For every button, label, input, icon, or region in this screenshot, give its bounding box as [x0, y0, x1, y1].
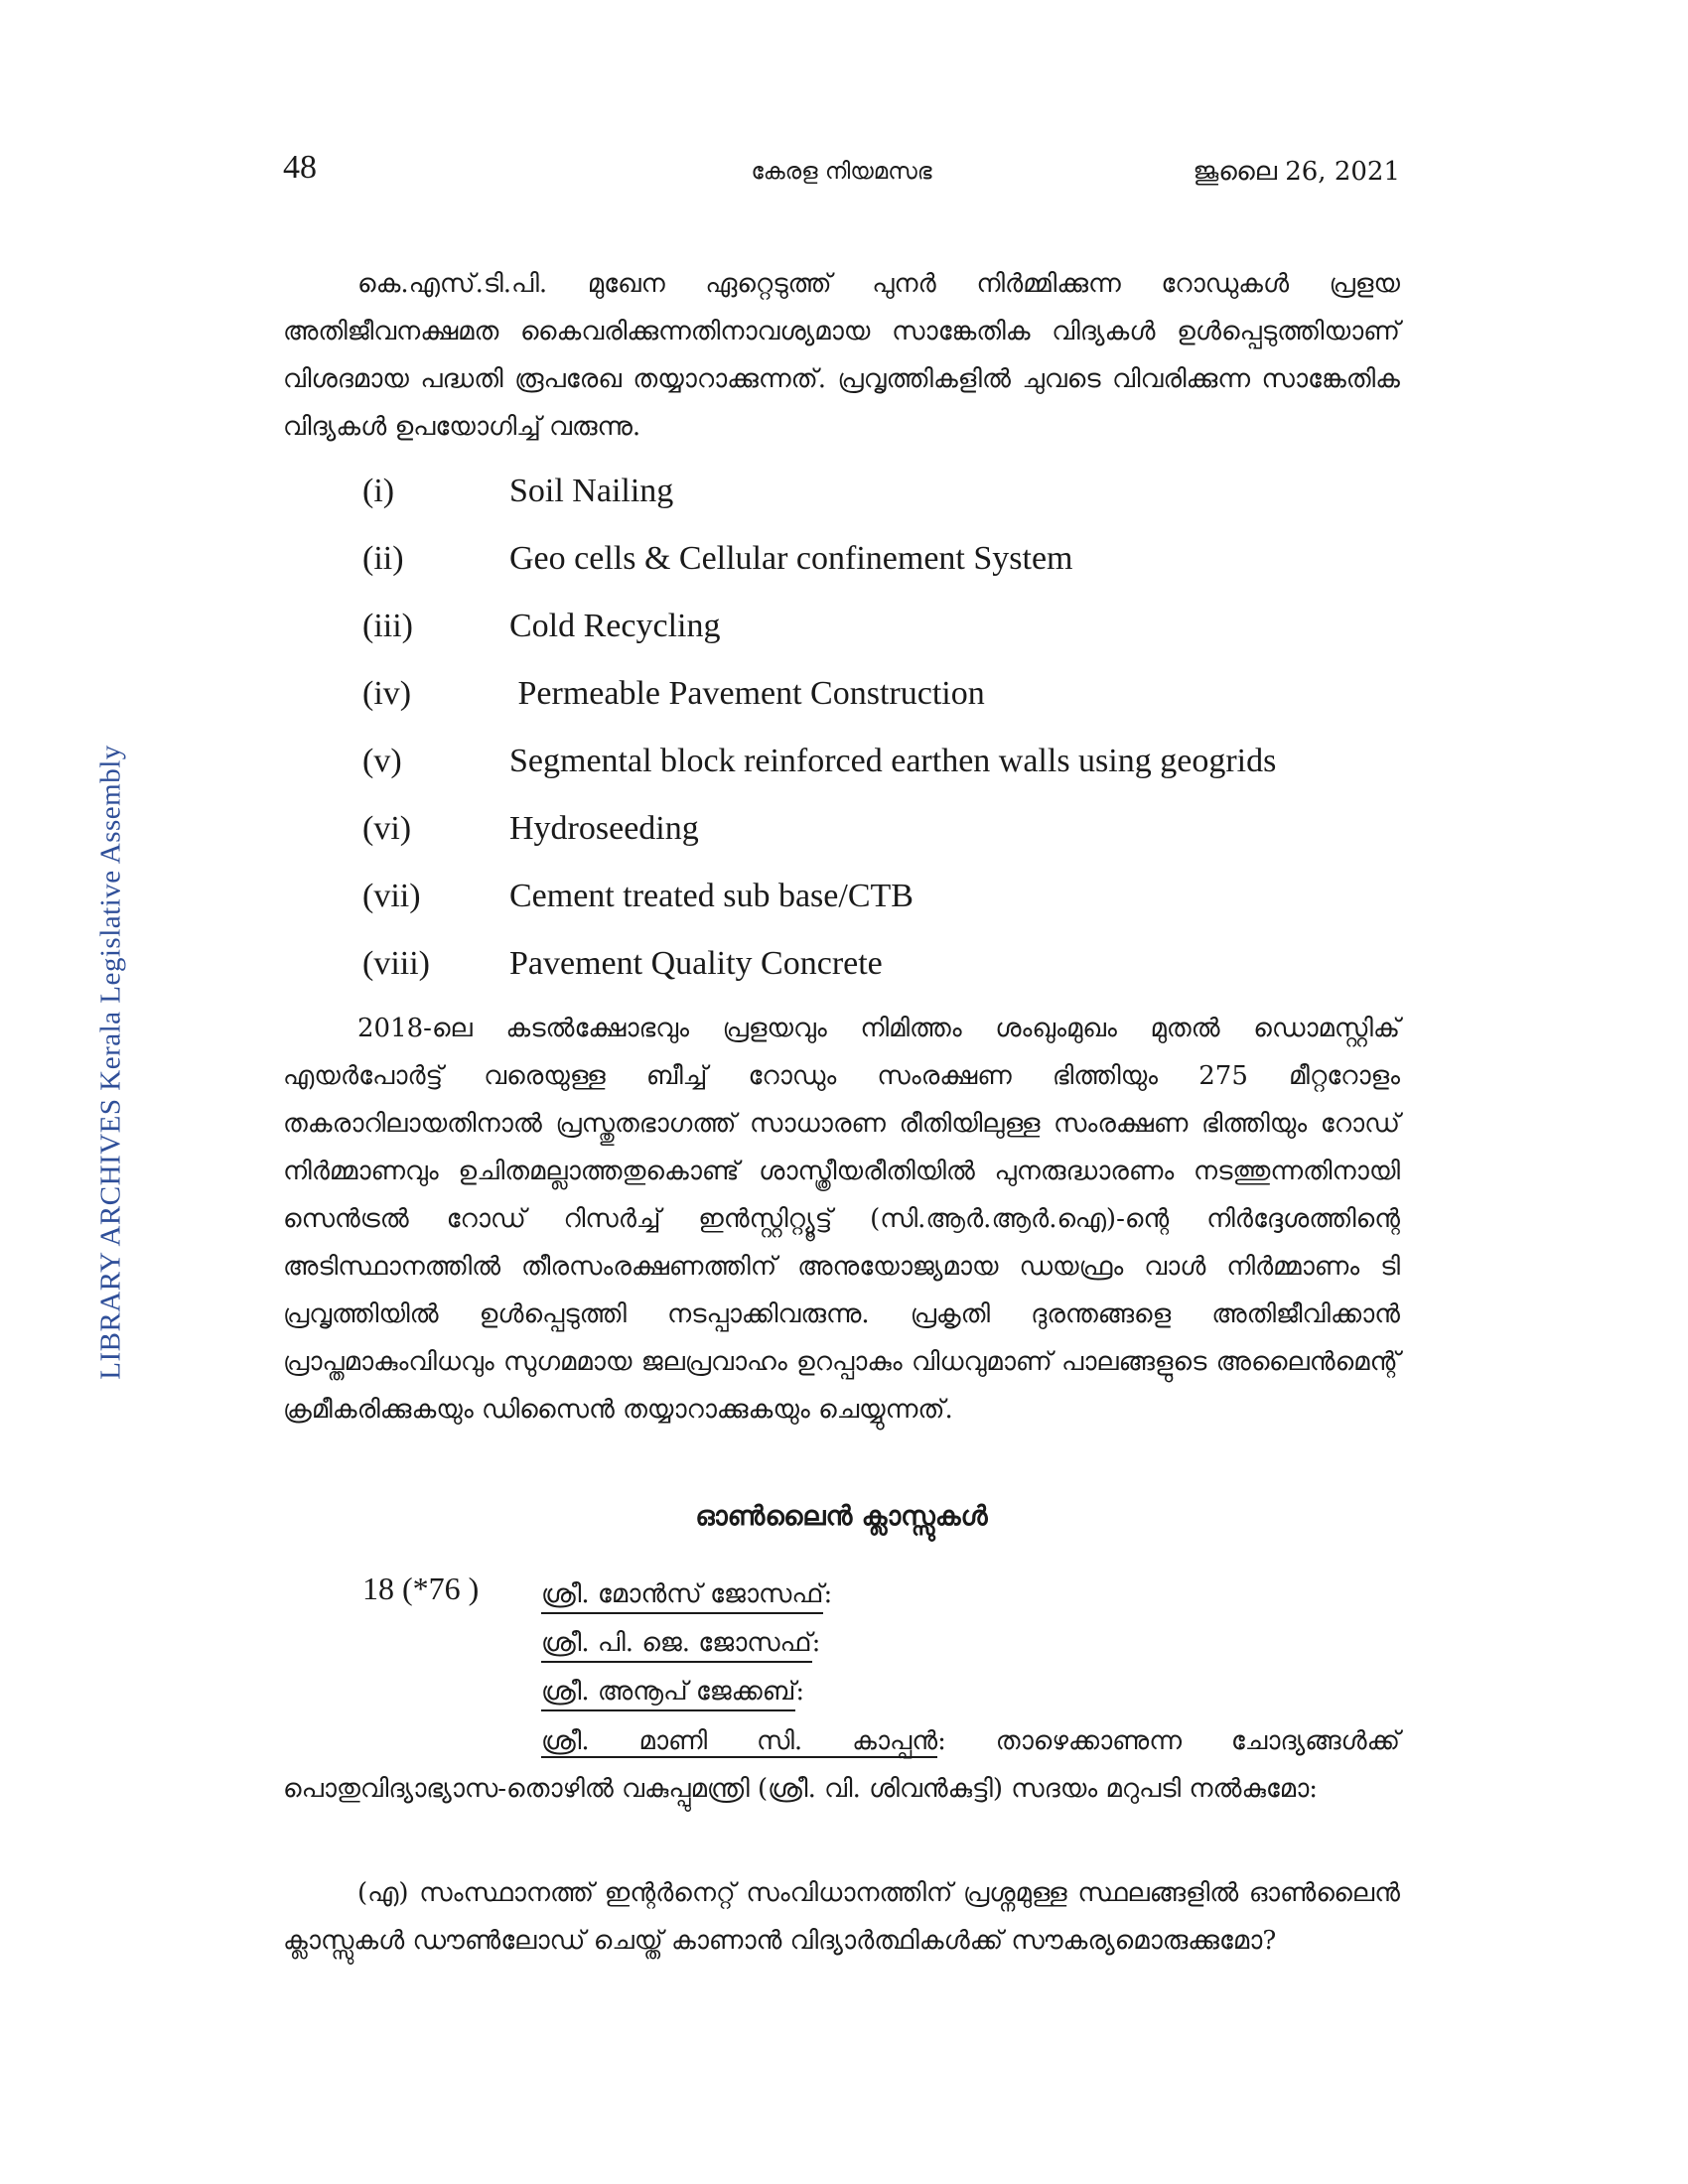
header-date: ജൂലൈ 26, 2021	[1193, 157, 1400, 187]
member-name-text: ശ്രീ. മോൻസ് ജോസഫ്	[541, 1576, 823, 1614]
list-item	[362, 462, 1400, 529]
list-item-number: (vi)	[362, 810, 412, 847]
list-item	[362, 799, 1400, 867]
page-header	[283, 149, 1400, 208]
list-item	[362, 867, 1400, 934]
list-item-number: (ii)	[362, 540, 404, 577]
list-item-text: Cold Recycling	[509, 608, 721, 644]
member-suffix: :	[811, 1628, 821, 1658]
list-item	[362, 732, 1400, 799]
list-item-number: (i)	[362, 473, 395, 509]
member-name	[541, 1625, 820, 1663]
list-item-text: Soil Nailing	[509, 473, 674, 509]
question-lead	[283, 1717, 1400, 1813]
list-item	[362, 934, 1400, 1002]
list-item	[362, 597, 1400, 664]
question-number: 18 (*76 )	[362, 1570, 480, 1606]
list-item-text: Cement treated sub base/CTB	[509, 878, 914, 914]
paragraph-kstp: കെ.എസ്.ടി.പി. മുഖേന ഏറ്റെടുത്ത് പുനർ നിർമ്മിക്കുന്ന റോഡുകൾ പ്രളയ അതിജീവനക്ഷമത കൈവരിക്കുന്നതിനാവശ്യമായ സാങ്കേതിക വിദ്യകൾ ഉൾപ്പെടുത്തിയാണ് വിശദമായ പദ്ധതി രൂപരേഖ തയ്യാറാക്കുന്നത്. പ്രവൃത്തികളിൽ ചുവടെ വിവരിക്കുന്ന സാങ്കേതിക വിദ്യകൾ ഉപയോഗിച്ച് വരുന്നു.	[283, 269, 1400, 442]
list-item-number: (vii)	[362, 878, 421, 914]
list-item	[362, 529, 1400, 597]
list-item-text: Pavement Quality Concrete	[509, 945, 883, 982]
lead-member-name: ശ്രീ. മാണി സി. കാപ്പൻ	[541, 1726, 938, 1756]
list-item-text: Hydroseeding	[509, 810, 699, 847]
member-name-text: ശ്രീ. പി. ജെ. ജോസഫ്	[541, 1625, 812, 1663]
question-part-a: (എ) സംസ്ഥാനത്ത് ഇന്റർനെറ്റ് സംവിധാനത്തിന് പ്രശ്നമുള്ള സ്ഥലങ്ങളിൽ ഓൺലൈൻ ക്ലാസ്സുകൾ ഡൗൺലോഡ് ചെയ്ത് കാണാൻ വിദ്യാർത്ഥികൾക്ക് സൗകര്യമൊരുക്കുമോ?	[283, 1878, 1400, 1956]
section-heading: ഓൺലൈൻ ക്ലാസ്സുകൾ	[695, 1501, 988, 1532]
list-item-number: (viii)	[362, 945, 430, 982]
member-suffix: :	[795, 1677, 805, 1706]
list-item-text: Permeable Pavement Construction	[509, 675, 985, 712]
paragraph-beach-road: 2018-ലെ കടൽക്ഷോഭവും പ്രളയവും നിമിത്തം ശംഖുംമുഖം മുതൽ ഡൊമസ്റ്റിക് എയർപോർട്ട് വരെയുള്ള ബീച്ച് റോഡും സംരക്ഷണ ഭിത്തിയും 275 മീറ്ററോളം തകരാറിലായതിനാൽ പ്രസ്തുതഭാഗത്ത് സാധാരണ രീതിയിലുള്ള സംരക്ഷണ ഭിത്തിയും റോഡ് നിർമ്മാണവും ഉചിതമല്ലാത്തതുകൊണ്ട് ശാസ്ത്രീയരീതിയിൽ പുനരുദ്ധാരണം നടത്തുന്നതിനായി സെൻട്രൽ റോഡ് റിസർച്ച് ഇൻസ്റ്റിറ്റ്യൂട്ട് (സി.ആർ.ആർ.ഐ)-ന്റെ നിർദ്ദേശത്തിന്റെ അടിസ്ഥാനത്തിൽ തീരസംരക്ഷണത്തിന് അനുയോജ്യമായ ഡയഫ്രം വാൾ നിർമ്മാണം ടി പ്രവൃത്തിയിൽ ഉൾപ്പെടുത്തി നടപ്പാക്കിവരുന്നു. പ്രകൃതി ദുരന്തങ്ങളെ അതിജീവിക്കാൻ പ്രാപ്തമാകുംവിധവും സുഗമമായ ജലപ്രവാഹം ഉറപ്പാകും വിധവുമാണ് പാലങ്ങളുടെ അലൈൻമെന്റ് ക്രമീകരിക്കുകയും ഡിസൈൻ തയ്യാറാക്കുകയും ചെയ്യുന്നത്.	[283, 1014, 1400, 1425]
member-name	[541, 1674, 804, 1711]
list-item-text: Geo cells & Cellular confinement System	[509, 540, 1073, 577]
page-number: 48	[283, 149, 317, 186]
lead-text: : താഴെക്കാണുന്ന ചോദ്യങ്ങൾക്ക് പൊതുവിദ്യാഭ്യാസ-തൊഴിൽ വകുപ്പുമന്ത്രി (ശ്രീ. വി. ശിവൻകുട്ടി) സദയം മറുപടി നൽകുമോ:	[283, 1726, 1400, 1804]
technology-list	[362, 462, 1400, 1002]
member-suffix: :	[823, 1579, 833, 1609]
member-name	[541, 1576, 832, 1614]
list-item-text: Segmental block reinforced earthen walls using geogrids	[509, 743, 1277, 779]
running-title: കേരള നിയമസഭ	[751, 159, 932, 185]
list-item-number: (iii)	[362, 608, 413, 644]
list-item-number: (v)	[362, 743, 402, 779]
member-name-text: ശ്രീ. അനൂപ് ജേക്കബ്	[541, 1674, 795, 1711]
list-item	[362, 664, 1400, 732]
list-item-number: (iv)	[362, 675, 412, 712]
archive-watermark: LIBRARY ARCHIVES Kerala Legislative Assembly	[94, 745, 127, 1380]
